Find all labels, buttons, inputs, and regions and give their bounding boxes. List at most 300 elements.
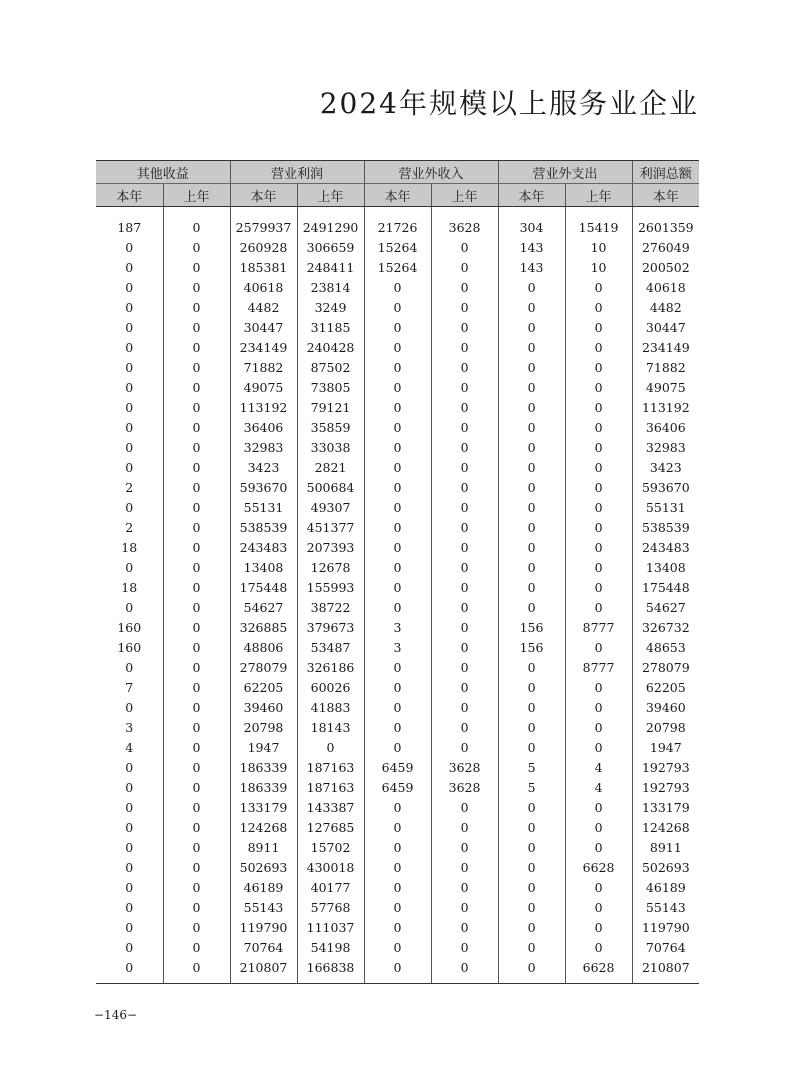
table-cell: 18 (121, 579, 138, 595)
table-cell: 248411 (297, 257, 364, 277)
table-cell: 0 (163, 297, 230, 317)
header-year-row (96, 184, 699, 207)
table-cell: 0 (364, 917, 431, 937)
table-cell: 30447 (230, 317, 297, 337)
table-cell: 62205 (632, 677, 699, 697)
table-cell: 0 (498, 337, 565, 357)
table-row (96, 237, 699, 257)
table-cell: 71882 (230, 357, 297, 377)
table-row (96, 477, 699, 497)
table-cell: 276049 (632, 237, 699, 257)
table-row (96, 917, 699, 937)
table-cell: 0 (125, 359, 134, 375)
table-cell: 186339 (230, 757, 297, 777)
table-cell: 306659 (297, 237, 364, 257)
table-cell: 49307 (297, 497, 364, 517)
table-cell: 0 (125, 839, 134, 855)
table-cell: 0 (431, 697, 498, 717)
table-row (96, 537, 699, 557)
table-cell: 5 (498, 757, 565, 777)
table-cell: 0 (565, 457, 632, 477)
table-cell: 210807 (230, 957, 297, 984)
table-cell: 49075 (632, 377, 699, 397)
table-cell: 0 (498, 297, 565, 317)
table-cell: 187163 (297, 777, 364, 797)
table-cell: 0 (125, 939, 134, 955)
table-cell: 0 (431, 797, 498, 817)
header-last-year: 上年 (163, 184, 230, 207)
table-cell: 0 (565, 837, 632, 857)
table-cell: 0 (498, 437, 565, 457)
table-cell: 0 (125, 279, 134, 295)
table-cell: 41883 (297, 697, 364, 717)
table-cell: 593670 (230, 477, 297, 497)
table-cell: 0 (431, 917, 498, 937)
table-cell: 0 (498, 317, 565, 337)
table-cell: 0 (565, 937, 632, 957)
table-cell: 0 (431, 357, 498, 377)
table-row (96, 757, 699, 777)
table-cell: 0 (498, 917, 565, 937)
table-cell: 0 (498, 497, 565, 517)
table-cell: 0 (125, 459, 134, 475)
table-cell: 0 (364, 657, 431, 677)
table-row (96, 797, 699, 817)
table-cell: 0 (565, 437, 632, 457)
table-cell: 500684 (297, 477, 364, 497)
table-cell: 0 (125, 399, 134, 415)
table-cell: 538539 (632, 517, 699, 537)
table-cell: 0 (498, 457, 565, 477)
table-cell: 13408 (230, 557, 297, 577)
table-cell: 12678 (297, 557, 364, 577)
table-cell: 0 (498, 677, 565, 697)
table-cell: 15264 (364, 237, 431, 257)
table-cell: 0 (498, 937, 565, 957)
table-cell: 502693 (632, 857, 699, 877)
table-cell: 0 (364, 897, 431, 917)
header-non-operating-income: 营业外收入 (364, 161, 498, 184)
header-this-year: 本年 (632, 184, 699, 207)
table-cell: 3423 (230, 457, 297, 477)
table-cell: 15419 (565, 207, 632, 238)
table-row (96, 817, 699, 837)
table-cell: 124268 (632, 817, 699, 837)
table-cell: 0 (163, 437, 230, 457)
table-cell: 0 (364, 437, 431, 457)
table-cell: 0 (125, 799, 134, 815)
table-cell: 243483 (230, 537, 297, 557)
table-cell: 8777 (565, 617, 632, 637)
table-cell: 6459 (364, 757, 431, 777)
table-cell: 15702 (297, 837, 364, 857)
table-cell: 304 (498, 207, 565, 238)
table-cell: 166838 (297, 957, 364, 984)
table-cell: 31185 (297, 317, 364, 337)
table-cell: 53487 (297, 637, 364, 657)
table-row (96, 277, 699, 297)
table-cell: 240428 (297, 337, 364, 357)
table-cell: 0 (431, 377, 498, 397)
table-cell: 73805 (297, 377, 364, 397)
table-row (96, 897, 699, 917)
table-cell: 0 (498, 697, 565, 717)
table-cell: 0 (364, 337, 431, 357)
table-cell: 143 (498, 237, 565, 257)
table-cell: 1947 (230, 737, 297, 757)
table-cell: 3423 (632, 457, 699, 477)
table-cell: 0 (163, 757, 230, 777)
table-cell: 48806 (230, 637, 297, 657)
table-cell: 113192 (632, 397, 699, 417)
table-cell: 39460 (632, 697, 699, 717)
table-cell: 0 (431, 237, 498, 257)
table-cell: 32983 (230, 437, 297, 457)
table-cell: 0 (431, 657, 498, 677)
table-cell: 2821 (297, 457, 364, 477)
table-cell: 8777 (565, 657, 632, 677)
table-row (96, 837, 699, 857)
table-cell: 0 (498, 357, 565, 377)
table-cell: 326885 (230, 617, 297, 637)
table-cell: 4482 (632, 297, 699, 317)
table-cell: 0 (565, 297, 632, 317)
table-cell: 87502 (297, 357, 364, 377)
table-cell: 278079 (230, 657, 297, 677)
table-cell: 0 (498, 597, 565, 617)
table-cell: 143387 (297, 797, 364, 817)
table-cell: 54198 (297, 937, 364, 957)
table-cell: 0 (125, 419, 134, 435)
table-row (96, 457, 699, 477)
table-cell: 0 (163, 797, 230, 817)
table-row (96, 657, 699, 677)
header-this-year: 本年 (96, 184, 163, 207)
table-cell: 119790 (230, 917, 297, 937)
table-cell: 36406 (230, 417, 297, 437)
table-cell: 0 (498, 557, 565, 577)
table-cell: 0 (163, 877, 230, 897)
table-row (96, 497, 699, 517)
table-cell: 20798 (230, 717, 297, 737)
table-cell: 0 (163, 937, 230, 957)
table-cell: 0 (565, 557, 632, 577)
table-cell: 0 (364, 797, 431, 817)
table-cell: 0 (431, 417, 498, 437)
table-cell: 0 (364, 837, 431, 857)
table-cell: 0 (125, 239, 134, 255)
table-cell: 70764 (230, 937, 297, 957)
header-this-year: 本年 (230, 184, 297, 207)
table-cell: 0 (565, 497, 632, 517)
table-cell: 0 (163, 717, 230, 737)
table-cell: 234149 (230, 337, 297, 357)
table-cell: 2491290 (297, 207, 364, 238)
table-cell: 0 (565, 917, 632, 937)
table-row (96, 377, 699, 397)
table-cell: 0 (565, 597, 632, 617)
table-cell: 4 (565, 777, 632, 797)
table-cell: 60026 (297, 677, 364, 697)
table-cell: 593670 (632, 477, 699, 497)
table-cell: 0 (125, 779, 134, 795)
table-cell: 0 (565, 337, 632, 357)
table-cell: 0 (431, 557, 498, 577)
table-cell: 70764 (632, 937, 699, 957)
table-cell: 18143 (297, 717, 364, 737)
table-cell: 0 (163, 917, 230, 937)
statistics-table (96, 160, 699, 984)
table-cell: 0 (565, 717, 632, 737)
table-cell: 0 (565, 897, 632, 917)
table-cell: 7 (125, 679, 134, 695)
header-this-year: 本年 (498, 184, 565, 207)
table-cell: 0 (498, 897, 565, 917)
table-cell: 3628 (431, 207, 498, 238)
table-cell: 33038 (297, 437, 364, 457)
table-cell: 3 (364, 617, 431, 637)
table-cell: 0 (431, 637, 498, 657)
table-cell: 113192 (230, 397, 297, 417)
table-cell: 3628 (431, 777, 498, 797)
table-cell: 0 (498, 737, 565, 757)
table-cell: 0 (431, 397, 498, 417)
table-cell: 0 (125, 259, 134, 275)
table-cell: 0 (565, 477, 632, 497)
header-last-year: 上年 (565, 184, 632, 207)
table-cell: 3249 (297, 297, 364, 317)
table-cell: 0 (96, 957, 163, 984)
table-row (96, 857, 699, 877)
table-cell: 3 (125, 719, 134, 735)
table-cell: 0 (431, 837, 498, 857)
table-cell: 8911 (632, 837, 699, 857)
table-cell: 0 (163, 677, 230, 697)
table-cell: 451377 (297, 517, 364, 537)
table-cell: 0 (364, 397, 431, 417)
table-cell: 0 (163, 737, 230, 757)
table-cell: 0 (163, 237, 230, 257)
table-cell: 0 (565, 317, 632, 337)
table-cell: 0 (431, 877, 498, 897)
table-cell: 0 (364, 317, 431, 337)
page-number: −146− (94, 1008, 138, 1022)
table-row (96, 357, 699, 377)
table-cell: 160 (117, 639, 142, 655)
table-cell: 40618 (632, 277, 699, 297)
table-cell: 186339 (230, 777, 297, 797)
table-cell: 538539 (230, 517, 297, 537)
table-row (96, 597, 699, 617)
table-cell: 0 (163, 517, 230, 537)
table-cell: 175448 (632, 577, 699, 597)
header-last-year: 上年 (297, 184, 364, 207)
table-row (96, 717, 699, 737)
table-cell: 39460 (230, 697, 297, 717)
table-cell: 0 (364, 717, 431, 737)
table-cell: 0 (565, 517, 632, 537)
table-cell: 57768 (297, 897, 364, 917)
table-cell: 2 (125, 479, 134, 495)
table-cell: 5 (498, 777, 565, 797)
table-cell: 38722 (297, 597, 364, 617)
table-cell: 62205 (230, 677, 297, 697)
table-cell: 0 (125, 659, 134, 675)
table-cell: 0 (163, 857, 230, 877)
table-cell: 0 (163, 257, 230, 277)
table-cell: 21726 (364, 207, 431, 238)
table-cell: 6628 (565, 857, 632, 877)
table-cell: 0 (431, 477, 498, 497)
table-cell: 55131 (632, 497, 699, 517)
table-cell: 0 (565, 357, 632, 377)
table-cell: 0 (125, 339, 134, 355)
table-row (96, 577, 699, 597)
table-cell: 187 (117, 219, 142, 235)
table-cell: 35859 (297, 417, 364, 437)
table-cell: 71882 (632, 357, 699, 377)
table-cell: 0 (431, 857, 498, 877)
table-cell: 0 (364, 677, 431, 697)
table-cell: 18 (121, 539, 138, 555)
table-cell: 79121 (297, 397, 364, 417)
table-row (96, 877, 699, 897)
table-cell: 54627 (230, 597, 297, 617)
table-cell: 187163 (297, 757, 364, 777)
header-last-year: 上年 (431, 184, 498, 207)
table-cell: 0 (163, 817, 230, 837)
table-cell: 0 (163, 617, 230, 637)
header-group-row (96, 161, 699, 184)
table-cell: 1947 (632, 737, 699, 757)
page-title: 2024年规模以上服务业企业 (319, 87, 699, 120)
table-cell: 326732 (632, 617, 699, 637)
table-cell: 0 (431, 737, 498, 757)
table-cell: 40618 (230, 277, 297, 297)
table-cell: 0 (565, 277, 632, 297)
table-cell: 0 (125, 899, 134, 915)
table-cell: 0 (498, 957, 565, 984)
table-row (96, 297, 699, 317)
table-cell: 0 (163, 897, 230, 917)
table-cell: 0 (565, 537, 632, 557)
table-cell: 0 (163, 477, 230, 497)
table-cell: 0 (431, 577, 498, 597)
table-cell: 0 (163, 457, 230, 477)
table-row (96, 617, 699, 637)
table-cell: 0 (565, 377, 632, 397)
table-cell: 0 (498, 577, 565, 597)
table-cell: 119790 (632, 917, 699, 937)
table-cell: 207393 (297, 537, 364, 557)
table-cell: 4 (125, 739, 134, 755)
table-cell: 326186 (297, 657, 364, 677)
table-cell: 0 (125, 299, 134, 315)
table-cell: 3628 (431, 757, 498, 777)
table-row (96, 737, 699, 757)
table-cell: 0 (431, 457, 498, 477)
table-cell: 0 (163, 957, 230, 984)
table-cell: 0 (163, 357, 230, 377)
table-cell: 0 (498, 817, 565, 837)
table-cell: 143 (498, 257, 565, 277)
table-cell: 0 (364, 417, 431, 437)
table-cell: 0 (125, 879, 134, 895)
table-cell: 13408 (632, 557, 699, 577)
table-cell: 46189 (632, 877, 699, 897)
table-cell: 0 (565, 697, 632, 717)
table-cell: 0 (498, 397, 565, 417)
table-cell: 4482 (230, 297, 297, 317)
table-cell: 0 (431, 717, 498, 737)
table-row (96, 677, 699, 697)
table-row (96, 207, 699, 238)
table-cell: 23814 (297, 277, 364, 297)
table-cell: 10 (565, 237, 632, 257)
table-cell: 20798 (632, 717, 699, 737)
table-cell: 36406 (632, 417, 699, 437)
table-cell: 0 (431, 817, 498, 837)
table-cell: 0 (364, 577, 431, 597)
table-cell: 6628 (565, 957, 632, 984)
table-cell: 0 (498, 477, 565, 497)
table-cell: 133179 (632, 797, 699, 817)
table-cell: 0 (364, 557, 431, 577)
table-cell: 192793 (632, 757, 699, 777)
table-cell: 6459 (364, 777, 431, 797)
table-cell: 0 (125, 919, 134, 935)
table-cell: 0 (565, 637, 632, 657)
table-cell: 0 (565, 677, 632, 697)
table-cell: 0 (364, 377, 431, 397)
table-cell: 3 (364, 637, 431, 657)
table-cell: 0 (125, 559, 134, 575)
table-cell: 0 (498, 877, 565, 897)
header-total-profit: 利润总额 (632, 161, 699, 184)
table-cell: 0 (565, 577, 632, 597)
table-cell: 0 (163, 557, 230, 577)
table-cell: 0 (431, 937, 498, 957)
table-cell: 0 (163, 537, 230, 557)
table-cell: 0 (431, 597, 498, 617)
table-cell: 0 (125, 599, 134, 615)
table-cell: 0 (565, 397, 632, 417)
table-cell: 0 (125, 379, 134, 395)
table-cell: 0 (498, 377, 565, 397)
table-row (96, 397, 699, 417)
table-cell: 0 (364, 937, 431, 957)
table-cell: 55143 (230, 897, 297, 917)
table-cell: 0 (498, 517, 565, 537)
table-cell: 133179 (230, 797, 297, 817)
table-cell: 0 (125, 319, 134, 335)
table-cell: 379673 (297, 617, 364, 637)
table-cell: 0 (163, 657, 230, 677)
table-cell: 0 (565, 417, 632, 437)
table-cell: 0 (163, 497, 230, 517)
header-this-year: 本年 (364, 184, 431, 207)
table-cell: 30447 (632, 317, 699, 337)
table-cell: 0 (498, 277, 565, 297)
header-non-operating-expense: 营业外支出 (498, 161, 632, 184)
table-cell: 8911 (230, 837, 297, 857)
table-cell: 0 (431, 317, 498, 337)
table-cell: 160 (117, 619, 142, 635)
table-cell: 0 (163, 317, 230, 337)
table-cell: 0 (431, 297, 498, 317)
table-cell: 0 (163, 577, 230, 597)
table-cell: 0 (163, 637, 230, 657)
